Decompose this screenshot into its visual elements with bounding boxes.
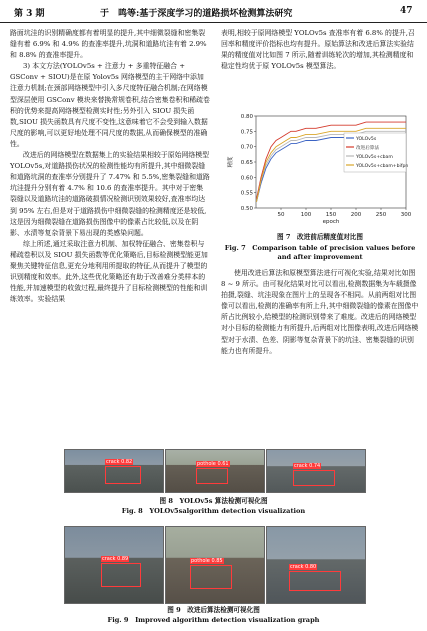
- left-column: [10, 28, 210, 305]
- x-tick-label: 50: [277, 212, 285, 218]
- x-tick-label: 300: [400, 212, 412, 218]
- y-tick-label: 0.55: [240, 190, 253, 197]
- x-tick-label: 250: [375, 212, 387, 218]
- detection-box: [289, 571, 341, 591]
- fig8-caption-cn: 图 8 YOLOv5s 算法检测可视化图: [159, 497, 268, 505]
- y-tick-label: 0.50: [240, 206, 253, 212]
- detection-box: [105, 466, 141, 484]
- detection-label: pothole 0.61: [197, 461, 229, 467]
- detection-box: [190, 565, 232, 589]
- fig8-photo-strip: [64, 449, 364, 491]
- detection-box: [101, 563, 141, 587]
- legend-label: YOLOv5s: [356, 137, 377, 142]
- legend-label: YOLOv5s+cbam: [356, 155, 393, 160]
- paragraph: 表明,相较于原网络模型 YOLOv5s 查准率有着 6.8% 的提升,召回率和精度评价指标也均有提升。原始算法和改进后算法实验结果的精度值对比如图 7 所示,随着训练轮次的增加,其检测精度和稳定性均优于原 YOLOv5s 模型算法。: [221, 29, 415, 71]
- paragraph: 综上所述,通过采取注意力机制、加权特征融合、密集卷积与稀疏卷积以及 SIOU 损失函数等优化策略后,目标检测模型能更加聚焦关键特征信息,更充分地利用所提取的特征,从而提升了模型的识别精度和效率。此外,这些优化策略还有助于改善难分类样本的性能,并加速模型的收敛过程,最终提升了目标检测模型的性能和训练效率。实验结果: [10, 239, 208, 304]
- detection-photo: [266, 449, 366, 493]
- y-tick-label: 0.75: [240, 129, 253, 136]
- legend-label: YOLOv5s+cbam+bifpn: [356, 164, 409, 169]
- paragraph: 路面坑洼的识别精确度都有着明显的提升,其中细微裂缝和密集裂缝有着 6.9% 和 4.9% 的查准率提升,坑洞和道路坑洼有着 2.9% 和 8.8% 的查准率提升。: [10, 29, 207, 60]
- x-axis-label: epoch: [322, 219, 340, 225]
- detection-box: [293, 470, 335, 486]
- y-tick-label: 0.60: [240, 175, 253, 182]
- y-tick-label: 0.65: [240, 160, 253, 166]
- fig8-caption-en: Fig. 8 YOLOv5salgorithm detection visualization: [121, 507, 306, 515]
- detection-label: pothole 0.85: [191, 558, 223, 564]
- legend-label: 改进后算法: [356, 146, 379, 151]
- paragraph: 3) 本文方法(YOLOv5s + 注意力 + 多重特征融合 + GSConv + SIOU)是在原 Yolov5s 网络模型的主干网络中添加注意力机制;在颈部网络模型中引入多尺度特征融合机制;在网络模型深层使用 GSConv 模块来替换常规卷积,结合密集卷积和稀疏卷积的优势来提高网络模型检测实时性;另外引入 SIOU 损失函数,SIOU 损失函数具有尺度不变性,这意味着它不会受到输入数据尺度的影响,可以更好地处理不同尺度的数据,从而确保模型的准确性。: [10, 62, 210, 148]
- detection-label: crack 0.82: [106, 459, 133, 465]
- y-axis-label: 精度: [228, 156, 234, 168]
- paragraph: 使用改进后算法和原模型算法进行可视化实验,结果对比如图 8 ~ 9 所示。由可视化结果对比可以看出,检测数据集为车载摄像拍摄,裂缝、坑洼现象在图片上的呈现各不相同。从前两组对比图像可以看出,检测的准确率有所上升,其中细微裂缝的像素在图像中所占比例较小,给模型的检测识别带来了难度。改进后的网络模型对小目标的检测能力有所提升,后两组对比图像表明,改进后网络模型对于水渍、色差、阴影等复杂背景下的坑洼、密集裂缝的识别能力也有所提升。: [221, 269, 419, 355]
- detection-photo: [165, 526, 265, 604]
- fig7-caption-en-1: Fig. 7 Comparison table of precision values before: [224, 244, 416, 252]
- issue-number: 第 3 期: [14, 9, 45, 19]
- detection-photo: [64, 526, 164, 604]
- right-column-bottom: [221, 268, 419, 357]
- x-tick-label: 100: [300, 212, 312, 218]
- fig9-caption-en: Fig. 9 Improved algorithm detection visualization graph: [107, 616, 320, 624]
- x-tick-label: 200: [350, 212, 362, 218]
- paragraph: 改进后的网络模型在数据集上的实验结果相较于原始网络模型 YOLOv5s,对道路损伤状况的检测性能均有所提升,其中细微裂缝和道路坑洞的查准率分别提升了 7.47% 和 5.5%,密集裂缝和道路坑洼提升分别有着 4.7% 和 10.6 的查准率提升。其中对于密集裂缝以及道路坑洼的道路破损情况检测识别效果较好,查准率均达到 95% 左右,但是对于道路损伤中细微裂缝的检测精度还是较低,这是因为细微裂缝在道路损伤图像中的像素占比较低,以及在阴影、水渍等复杂背景下易出现的类感染问题。: [10, 151, 210, 237]
- header-rule: [0, 22, 427, 23]
- fig7-caption-en-2: and after improvement: [277, 253, 363, 261]
- x-tick-label: 150: [325, 212, 337, 218]
- page-number: 47: [400, 6, 413, 16]
- detection-label: crack 0.89: [102, 556, 129, 562]
- fig7-caption-cn: 图 7 改进前后精度值对比图: [276, 233, 363, 241]
- precision-chart: [226, 108, 416, 230]
- running-title: 于 鸣等:基于深度学习的道路损坏检测算法研究: [100, 9, 293, 19]
- detection-photo: [64, 449, 164, 493]
- right-column-top: [221, 28, 419, 72]
- detection-photo: [266, 526, 366, 604]
- fig9-photo-strip: [64, 526, 364, 602]
- detection-photo: [165, 449, 265, 493]
- detection-box: [196, 468, 228, 484]
- y-tick-label: 0.80: [240, 114, 253, 120]
- fig9-caption-cn: 图 9 改进后算法检测可视化图: [167, 606, 260, 614]
- y-tick-label: 0.70: [240, 144, 253, 151]
- detection-label: crack 0.74: [294, 463, 321, 469]
- detection-label: crack 0.80: [290, 564, 317, 570]
